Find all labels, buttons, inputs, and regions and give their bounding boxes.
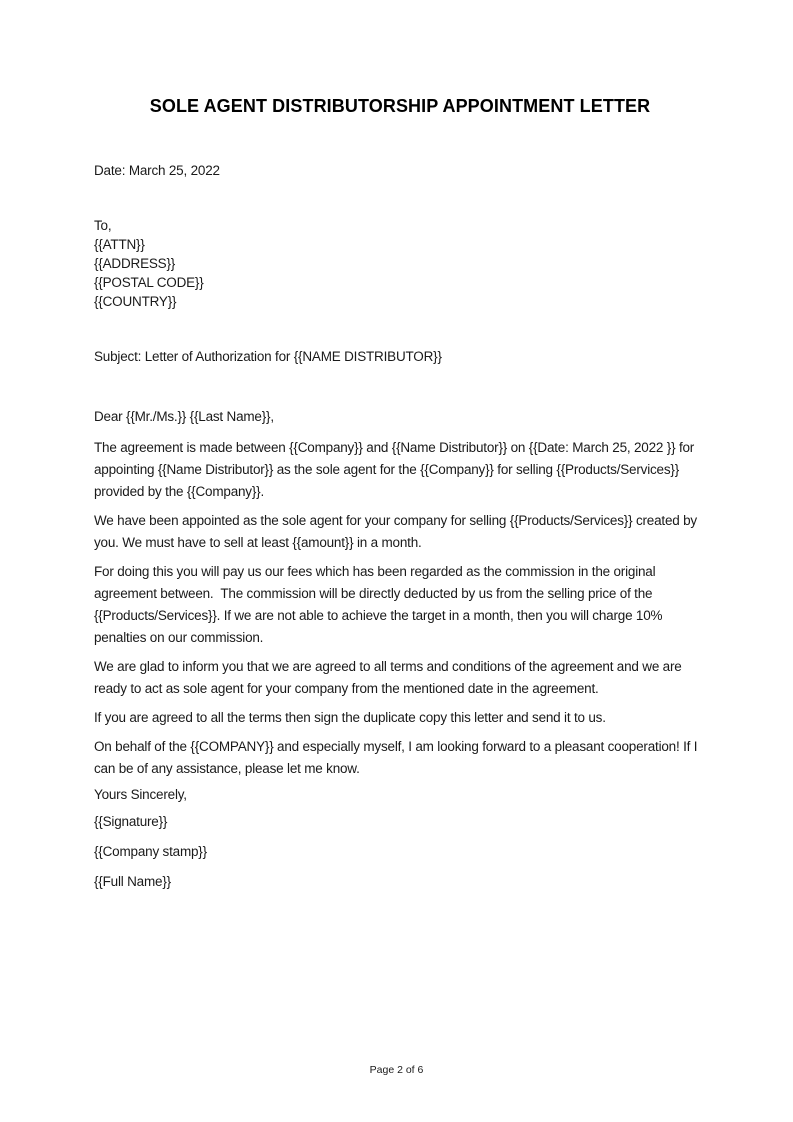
closing-line: Yours Sincerely, xyxy=(94,787,187,802)
letter-body xyxy=(94,96,706,901)
recipient-block xyxy=(94,216,706,311)
body-paragraph-terms-agreement: We are glad to inform you that we are agreed to all terms and conditions of the agreement and we are ready to act as sole agent for your company from the mentioned date in the agreement. xyxy=(94,659,686,696)
recipient-line-to: To, xyxy=(94,218,112,233)
recipient-line-attn: {{ATTN}} xyxy=(94,237,145,252)
date-line: Date: March 25, 2022 xyxy=(94,163,220,178)
body-paragraph-appointment: We have been appointed as the sole agent for your company for selling {{Products/Services}} created by you. We must have to sell at least {{amount}} in a month. xyxy=(94,513,701,550)
body-paragraph-cooperation: On behalf of the {{COMPANY}} and especially myself, I am looking forward to a pleasant cooperation! If I can be of any assistance, please let me know. xyxy=(94,739,701,776)
salutation: Dear {{Mr./Ms.}} {{Last Name}}, xyxy=(94,409,274,424)
letter-title: SOLE AGENT DISTRIBUTORSHIP APPOINTMENT LETTER xyxy=(149,96,651,116)
full-name-placeholder: {{Full Name}} xyxy=(94,874,171,889)
recipient-line-country: {{COUNTRY}} xyxy=(94,294,177,309)
body-paragraph-sign-duplicate: If you are agreed to all the terms then sign the duplicate copy this letter and send it to us. xyxy=(94,710,606,725)
company-stamp-placeholder: {{Company stamp}} xyxy=(94,844,207,859)
body-paragraph-agreement: The agreement is made between {{Company}} and {{Name Distributor}} on {{Date: March 25, 2022 }} for appointing {{Name Distributor}} as the sole agent for the {{Company}} for selling {{Products/Services}} provided by the {{Company}}. xyxy=(94,440,698,499)
subject-line: Subject: Letter of Authorization for {{NAME DISTRIBUTOR}} xyxy=(94,349,442,364)
recipient-line-postal-code: {{POSTAL CODE}} xyxy=(94,275,204,290)
signature-placeholder: {{Signature}} xyxy=(94,814,168,829)
body-paragraph-commission: For doing this you will pay us our fees which has been regarded as the commission in the original agreement between. The commission will be directly deducted by us from the selling price of the {{Products/Services}}. If we are not able to achieve the target in a month, then you will charge 10% penalties on our commission. xyxy=(94,564,666,645)
page-number-footer: Page 2 of 6 xyxy=(369,1064,424,1076)
recipient-line-address: {{ADDRESS}} xyxy=(94,256,176,271)
